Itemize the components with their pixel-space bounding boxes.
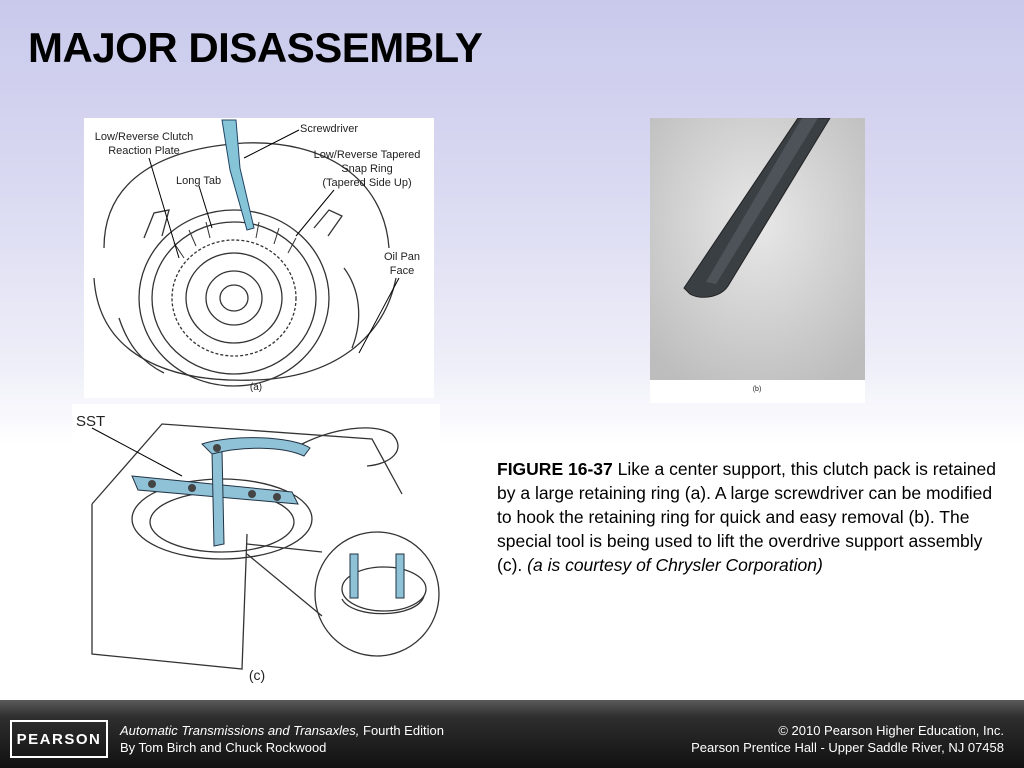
figure-b-sublabel: (b) (752, 386, 762, 393)
sst-label: SST (76, 413, 106, 430)
label-oil-pan: Oil Pan (383, 251, 421, 263)
label-snap-ring-line3: (Tapered Side Up) (322, 177, 412, 189)
figure-c-special-tool-illustration (72, 404, 440, 694)
label-long-tab: Long Tab (176, 175, 222, 187)
book-edition: Fourth Edition (359, 723, 444, 738)
slide-title: MAJOR DISASSEMBLY (28, 24, 483, 71)
book-authors: By Tom Birch and Chuck Rockwood (120, 740, 327, 755)
figure-c-sublabel: (c) (248, 667, 266, 683)
pearson-logo: PEARSON (10, 720, 108, 758)
label-snap-ring-line2: Snap Ring (341, 163, 393, 175)
publisher-info (691, 722, 1004, 756)
figure-number: FIGURE 16-37 (497, 459, 613, 479)
label-reaction-plate: Reaction Plate (108, 145, 180, 157)
figure-a-sublabel: (a) (249, 382, 263, 393)
figure-b-screwdriver-photo (650, 118, 865, 403)
label-screwdriver: Screwdriver (300, 123, 359, 135)
publisher-text: Pearson Prentice Hall - Upper Saddle River, NJ 07458 (691, 740, 1004, 755)
label-oil-pan-face: Face (389, 265, 415, 277)
caption-credit: (a is courtesy of Chrysler Corporation) (527, 555, 823, 575)
footer-bar (0, 700, 1024, 768)
label-snap-ring-line1: Low/Reverse Tapered (313, 149, 421, 161)
label-low-reverse-clutch: Low/Reverse Clutch (94, 131, 194, 143)
caption-text: Like a center support, this clutch pack is retained by a large retaining ring (a). A large screwdriver can be modified to hook the retaining ring for quick and easy removal (b). The special tool is being used to lift the overdrive support assembly (c). (497, 459, 996, 575)
book-info (120, 722, 444, 756)
copyright-text: © 2010 Pearson Higher Education, Inc. (778, 723, 1004, 738)
figure-caption (497, 457, 997, 577)
book-title: Automatic Transmissions and Transaxles, (120, 723, 360, 738)
figure-a-clutch-illustration (84, 118, 434, 398)
